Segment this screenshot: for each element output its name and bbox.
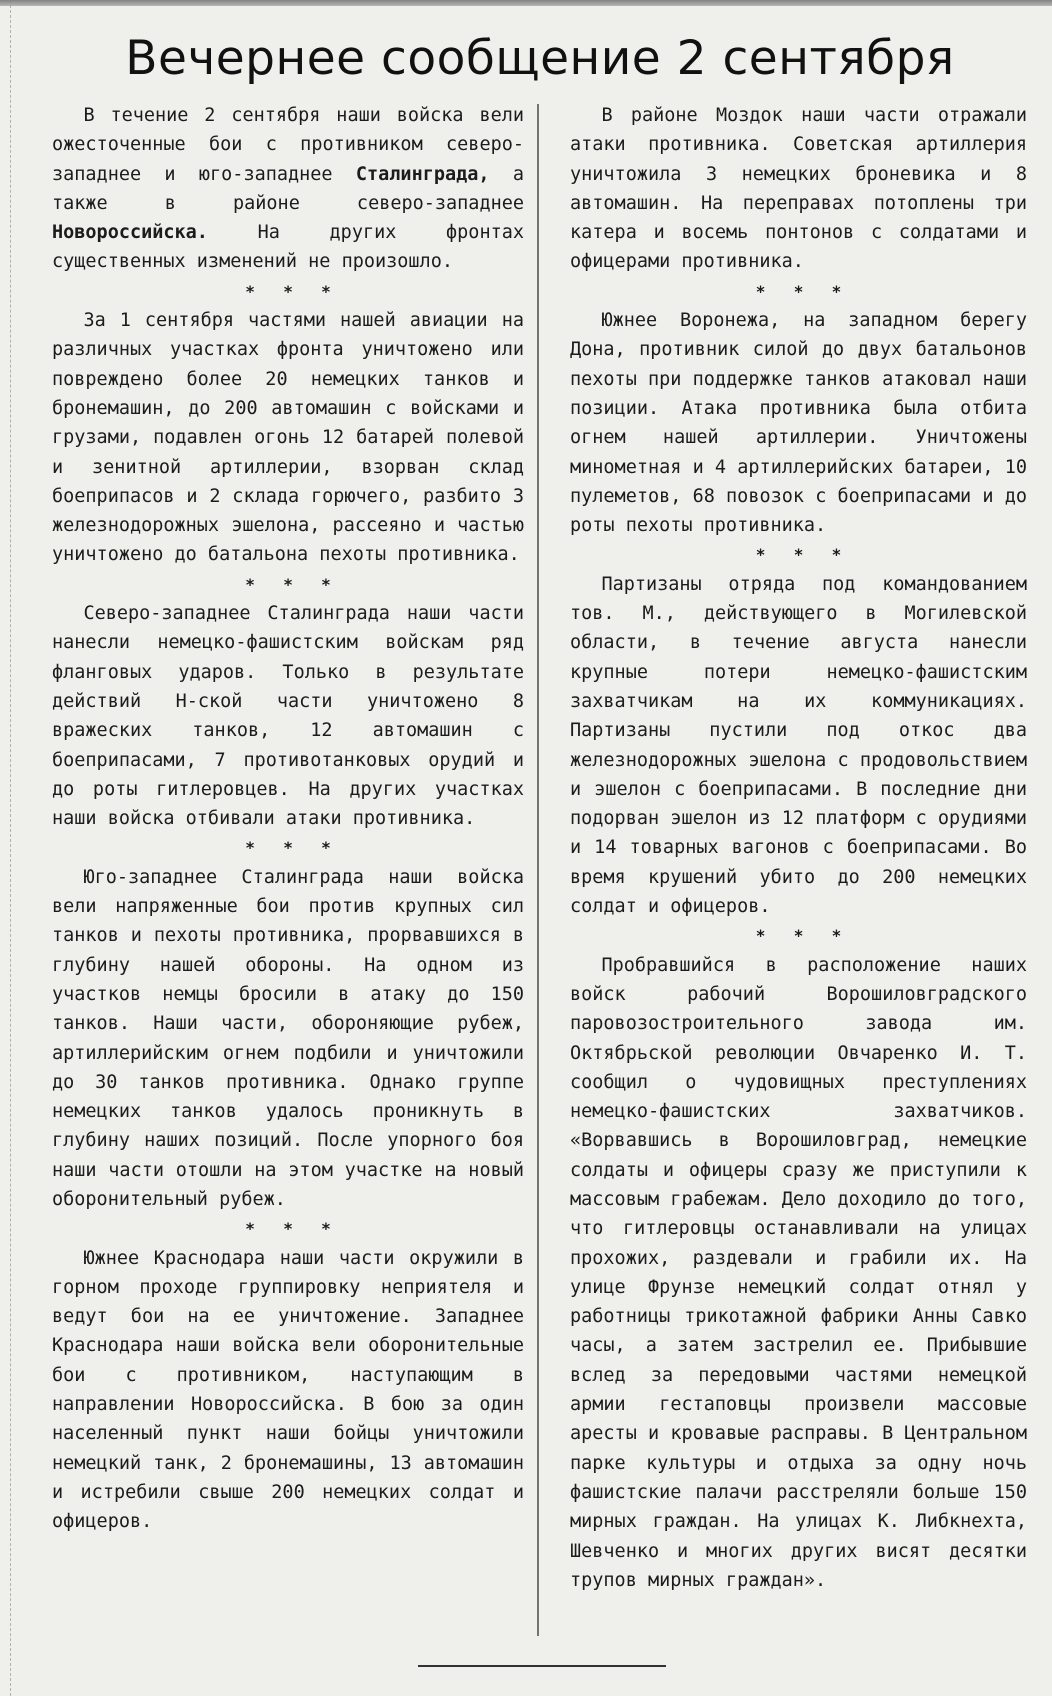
end-rule: [418, 1665, 666, 1667]
section-separator: * * *: [756, 926, 853, 946]
right-column: [570, 101, 1027, 1595]
report-paragraph-7: Южнее Воронежа, на западном берегу Дона, противник силой до двух батальонов пехоты при поддержке танков атаковал наши позиции. Атака противника была отбита огнем нашей артиллерии. Уничтожены минометная и 4 артиллерийских батареи, 10 пулеметов, 68 повозок с боеприпасами и до роты пехоты противника.: [570, 310, 1027, 537]
report-paragraph-5: Южнее Краснодара наши части окружили в горном проходе группировку неприятеля и ведут бои на ее уничтожение. Западнее Краснодара наши войска вели оборонительные бои с противником, наступающим в направлении Новороссийска. В бою за один населенный пункт наши бойцы уничтожили немецкий танк, 2 бронемашины, 13 автомашин и истребили свыше 200 немецких солдат и офицеров.: [52, 1247, 524, 1533]
left-column: [52, 101, 524, 1537]
report-paragraph-1: В течение 2 сентября наши войска вели ожесточенные бои с противником северо-западнее и юго-западнее Сталинграда, а также в районе северо-западнее Новороссийска. На других фронтах существенных изменений не произошло.: [52, 105, 524, 273]
section-separator: * * *: [756, 281, 853, 301]
section-separator: * * *: [245, 574, 343, 594]
page-top-edge: [0, 0, 1052, 6]
page-left-margin: [0, 0, 11, 1696]
report-paragraph-4: Юго-западнее Сталинграда наши войска вели напряженные бои против крупных сил танков и пехоты противника, прорвавшихся в глубину нашей обороны. На одном из участков немцы бросили в атаку до 150 танков. Наши части, обороняющие рубеж, артиллерийским огнем подбили и уничтожили до 30 танков противника. Однако группе немецких танков удалось проникнуть в глубину наших позиций. После упорного боя наши части отошли на этом участке на новый оборонительный рубеж.: [52, 866, 524, 1210]
place-name-stalingrad: Сталинграда,: [355, 163, 490, 185]
section-separator: * * *: [245, 838, 343, 858]
headline: Вечернее сообщение 2 сентября: [125, 31, 955, 86]
place-name-novorossiysk: Новороссийска.: [52, 222, 208, 244]
section-separator: * * *: [245, 281, 343, 301]
report-paragraph-8: Партизаны отряда под командованием тов. М., действующего в Могилевской области, в течение августа нанесли крупные потери немецко-фашистским захватчикам на их коммуникациях. Партизаны пустили под откос два железнодорожных эшелона с продовольствием и эшелон с боеприпасами. В последние дни подорван эшелон из 12 платформ с орудиями и 14 товарных вагонов с боеприпасами. Во время крушений убито до 200 немецких солдат и офицеров.: [570, 573, 1027, 918]
section-separator: * * *: [756, 545, 853, 565]
section-separator: * * *: [245, 1219, 343, 1239]
report-paragraph-3: Северо-западнее Сталинграда наши части нанесли немецко-фашистским войскам ряд фланговых ударов. Только в результате действий Н-ской части уничтожено 8 вражеских танков, 12 автомашин с боеприпасами, 7 противотанковых орудий и до роты гитлеровцев. На других участках наши войска отбивали атаки противника.: [52, 603, 524, 830]
report-paragraph-6: В районе Моздок наши части отражали атаки противника. Советская артиллерия уничтожила 3 немецких броневика и 8 автомашин. На переправах потоплены три катера и восемь понтонов с солдатами и офицерами противника.: [570, 105, 1027, 273]
report-paragraph-9: Пробравшийся в расположение наших войск рабочий Ворошиловградского паровозостроительного завода им. Октябрьской революции Овчаренко И. Т. сообщил о чудовищных преступлениях немецко-фашистских захватчиков. «Ворвавшись в Ворошиловград, немецкие солдаты и офицеры сразу же приступили к массовым грабежам. Дело доходило до того, что гитлеровцы останавливали на улицах прохожих, раздевали и грабили их. На улице Фрунзе немецкий солдат отнял у работницы трикотажной фабрики Анны Савко часы, а затем застрелил ее. Прибывшие вслед за передовыми частями немецкой армии гестаповцы произвели массовые аресты и кровавые расправы. В Центральном парке культуры и отдыха за одну ночь фашистские палачи расстреляли больше 150 мирных граждан. На улицах К. Либкнехта, Шевченко и многих других висят десятки трупов мирных граждан».: [570, 954, 1027, 1591]
column-divider: [537, 104, 539, 1636]
report-paragraph-2: За 1 сентября частями нашей авиации на различных участках фронта уничтожено или повреждено более 20 немецких танков и бронемашин, до 200 автомашин с войсками и грузами, подавлен огонь 12 батарей полевой и зенитной артиллерии, взорван склад боеприпасов и 2 склада горючего, разбито 3 железнодорожных эшелона, рассеяно и частью уничтожено до батальона пехоты противника.: [52, 310, 524, 566]
